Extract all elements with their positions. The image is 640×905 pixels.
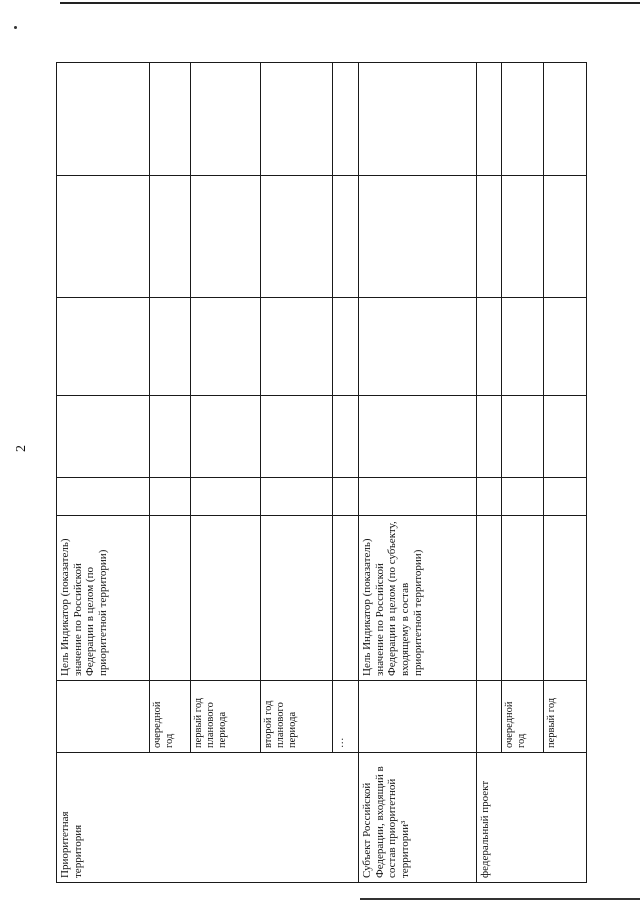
- empty-cell: [477, 396, 502, 478]
- table-row: [57, 63, 150, 883]
- empty-cell: [477, 298, 502, 396]
- empty-cell: [477, 63, 502, 176]
- empty-cell: [502, 478, 544, 516]
- empty-cell: [261, 63, 333, 176]
- empty-cell: [57, 478, 150, 516]
- empty-cell: [544, 63, 587, 176]
- empty-cell: [477, 516, 502, 681]
- empty-cell: [261, 516, 333, 681]
- empty-cell: [359, 63, 477, 176]
- indicator-table-rotated: [56, 63, 566, 883]
- page-number: 2: [14, 445, 29, 452]
- scan-edge-bottom: [360, 898, 640, 900]
- empty-cell: [477, 681, 502, 753]
- empty-cell: [57, 681, 150, 753]
- empty-cell: [544, 176, 587, 298]
- scan-edge-top: [60, 2, 640, 4]
- scan-speck: [14, 26, 17, 29]
- empty-cell: [150, 298, 191, 396]
- empty-cell: [333, 63, 359, 176]
- empty-cell: [191, 298, 261, 396]
- table-row: [477, 63, 502, 883]
- empty-cell: [261, 396, 333, 478]
- empty-cell: [150, 396, 191, 478]
- empty-cell: [333, 298, 359, 396]
- empty-cell: [261, 176, 333, 298]
- empty-cell: [333, 396, 359, 478]
- empty-cell: [544, 396, 587, 478]
- empty-cell: [359, 298, 477, 396]
- empty-cell: [502, 176, 544, 298]
- empty-cell: [261, 298, 333, 396]
- table-row: [359, 63, 477, 883]
- empty-cell: [333, 478, 359, 516]
- indicator-table: [56, 62, 587, 883]
- goal-cell: Цель Индикатор (показатель) значение по Российской Федерации в целом (по субъекту, входящему в состав приоритетной территории): [359, 516, 477, 681]
- empty-cell: [359, 681, 477, 753]
- empty-cell: [57, 176, 150, 298]
- period-cell: очередной год: [150, 681, 191, 753]
- empty-cell: [57, 63, 150, 176]
- empty-cell: [150, 478, 191, 516]
- empty-cell: [57, 298, 150, 396]
- period-cell: первый год: [544, 681, 587, 753]
- period-cell: первый год планового периода: [191, 681, 261, 753]
- row-label-priority-territory: Приоритетная территория: [57, 753, 359, 883]
- goal-cell: Цель Индикатор (показатель) значение по Российской Федерации в целом (по приоритетной территории): [57, 516, 150, 681]
- empty-cell: [359, 176, 477, 298]
- empty-cell: [333, 516, 359, 681]
- empty-cell: [502, 63, 544, 176]
- empty-cell: [57, 396, 150, 478]
- empty-cell: [477, 176, 502, 298]
- row-label-federal-project: федеральный проект: [477, 753, 587, 883]
- empty-cell: [502, 298, 544, 396]
- empty-cell: [261, 478, 333, 516]
- empty-cell: [191, 396, 261, 478]
- period-cell: второй год планового периода: [261, 681, 333, 753]
- empty-cell: [150, 176, 191, 298]
- period-cell: …: [333, 681, 359, 753]
- empty-cell: [150, 516, 191, 681]
- empty-cell: [333, 176, 359, 298]
- empty-cell: [544, 478, 587, 516]
- empty-cell: [544, 298, 587, 396]
- empty-cell: [191, 478, 261, 516]
- empty-cell: [150, 63, 191, 176]
- empty-cell: [191, 176, 261, 298]
- empty-cell: [191, 516, 261, 681]
- empty-cell: [544, 516, 587, 681]
- empty-cell: [502, 516, 544, 681]
- period-cell: очередной год: [502, 681, 544, 753]
- row-label-federation-subject: Субъект Российской Федерации, входящий в состав приоритетной территории³: [359, 753, 477, 883]
- empty-cell: [359, 478, 477, 516]
- empty-cell: [477, 478, 502, 516]
- empty-cell: [502, 396, 544, 478]
- empty-cell: [191, 63, 261, 176]
- empty-cell: [359, 396, 477, 478]
